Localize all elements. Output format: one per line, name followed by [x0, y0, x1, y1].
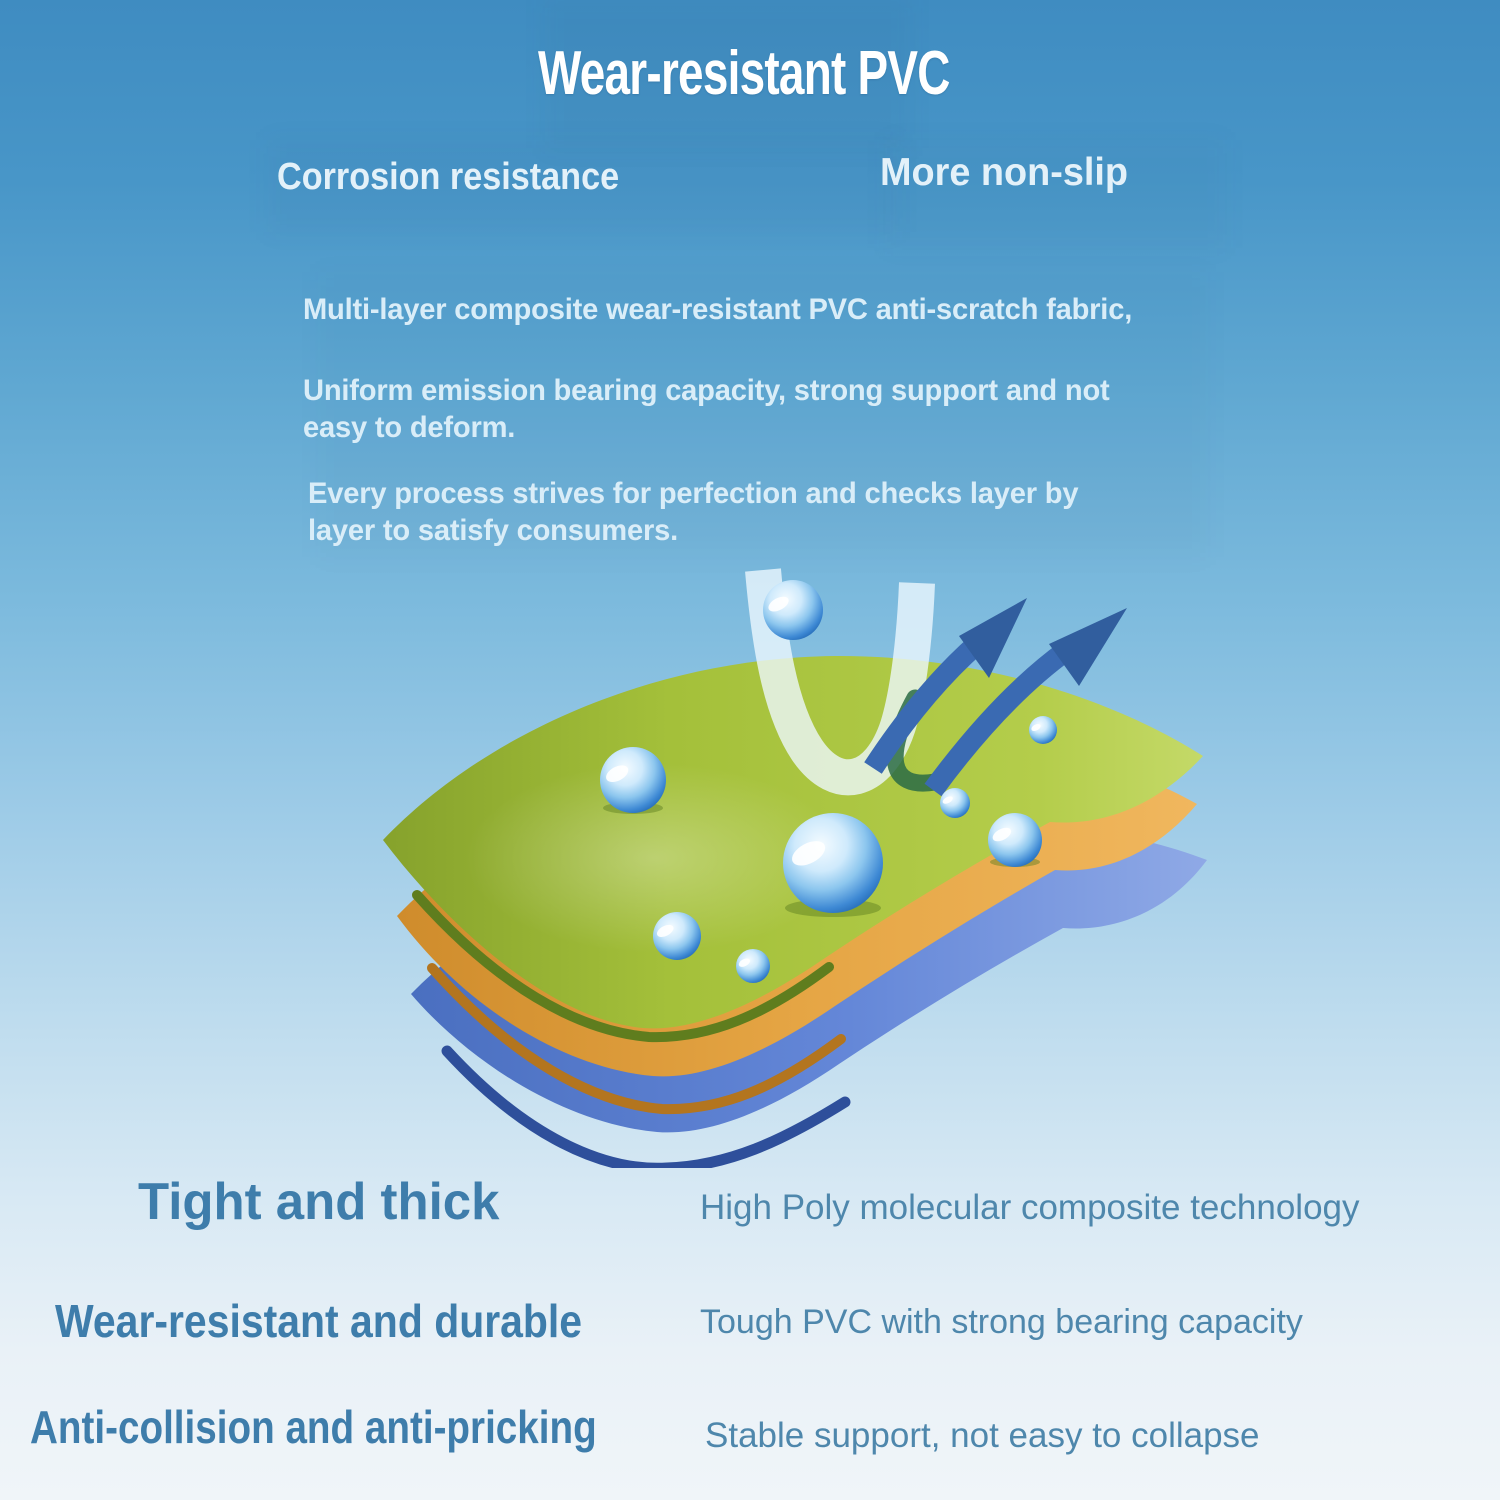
feature-title-wear: Wear-resistant and durable	[55, 1295, 583, 1347]
droplet	[783, 813, 883, 913]
droplet	[940, 788, 970, 818]
droplet	[600, 747, 666, 813]
paragraph-line: Multi-layer composite wear-resistant PVC anti-scratch fabric,	[303, 293, 1133, 326]
feature-title-anticollision: Anti-collision and anti-pricking	[30, 1401, 597, 1453]
feature-title-tight: Tight and thick	[138, 1173, 500, 1231]
paragraph-line: layer to satisfy consumers.	[308, 514, 678, 547]
droplet	[653, 912, 701, 960]
feature-headline-nonslip: More non-slip	[880, 151, 1128, 194]
layers-illustration	[355, 558, 1255, 1168]
feature-desc-tight: High Poly molecular composite technology	[700, 1188, 1360, 1227]
feature-headline-corrosion: Corrosion resistance	[277, 156, 620, 198]
feature-desc-wear: Tough PVC with strong bearing capacity	[700, 1303, 1303, 1341]
paragraph-line: Uniform emission bearing capacity, strong support and not	[303, 374, 1110, 407]
paragraph-line: easy to deform.	[303, 411, 516, 444]
droplet	[736, 949, 770, 983]
paragraph-line: Every process strives for perfection and checks layer by	[308, 477, 1079, 510]
droplet	[988, 813, 1042, 867]
feature-desc-anticollision: Stable support, not easy to collapse	[705, 1416, 1260, 1455]
droplet	[763, 580, 823, 640]
droplet	[1029, 716, 1057, 744]
page-title: Wear-resistant PVC	[538, 39, 950, 108]
